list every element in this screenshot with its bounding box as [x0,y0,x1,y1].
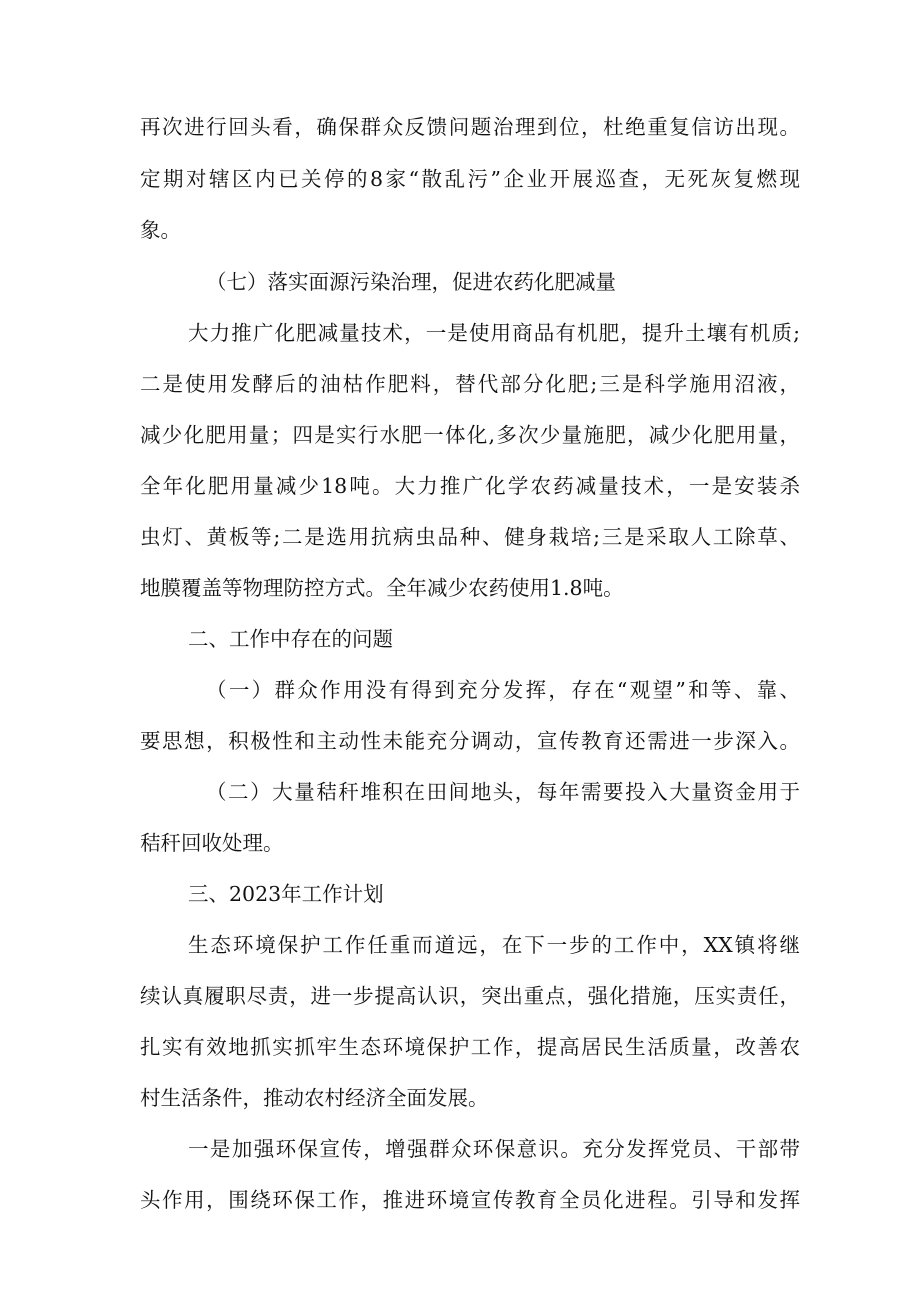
text-line-14: （二）大量秸秆堆积在田间地头，每年需要投入大量资金用于 [206,780,800,804]
text-line-5: 大力推广化肥减量技术，一是使用商品有机肥，提升土壤有机质; [188,321,800,345]
text-line-19: 扎实有效地抓实抓牢生态环境保护工作，提高居民生活质量，改善农 [140,1035,800,1059]
text-line-2: 定期对辖区内已关停的8家“散乱污”企业开展巡查，无死灰复燃现 [140,167,800,191]
section-heading-2: 二、工作中存在的问题 [188,627,393,651]
text-line-20: 村生活条件，推动农村经济全面发展。 [140,1086,489,1110]
text-line-10: 地膜覆盖等物理防控方式。全年减少农药使用1.8吨。 [140,576,624,600]
text-line-9: 虫灯、黄板等;二是选用抗病虫品种、健身栽培;三是采取人工除草、 [140,525,800,549]
text-line-22: 头作用，围绕环保工作，推进环境宣传教育全员化进程。引导和发挥 [140,1188,800,1212]
section-heading-3: 三、2023年工作计划 [188,882,384,906]
text-line-18: 续认真履职尽责，进一步提高认识，突出重点，强化措施，压实责任， [140,984,800,1008]
text-line-15: 秸秆回收处理。 [140,831,284,855]
text-line-12: （一）群众作用没有得到充分发挥，存在“观望”和等、靠、 [206,678,800,702]
text-line-3: 象。 [140,218,181,242]
text-line-17: 生态环境保护工作任重而道远，在下一步的工作中，XX镇将继 [188,933,800,957]
text-line-6: 二是使用发酵后的油枯作肥料，替代部分化肥;三是科学施用沼液， [140,372,800,396]
text-line-1: 再次进行回头看，确保群众反馈问题治理到位，杜绝重复信访出现。 [140,115,800,139]
section-heading-7: （七）落实面源污染治理，促进农药化肥减量 [206,270,616,294]
text-line-13: 要思想，积极性和主动性未能充分调动，宣传教育还需进一步深入。 [140,729,800,753]
text-line-8: 全年化肥用量减少18吨。大力推广化学农药减量技术，一是安装杀 [140,474,800,498]
text-line-21: 一是加强环保宣传，增强群众环保意识。充分发挥党员、干部带 [188,1137,800,1161]
text-line-7: 减少化肥用量；四是实行水肥一体化,多次少量施肥，减少化肥用量， [140,423,800,447]
